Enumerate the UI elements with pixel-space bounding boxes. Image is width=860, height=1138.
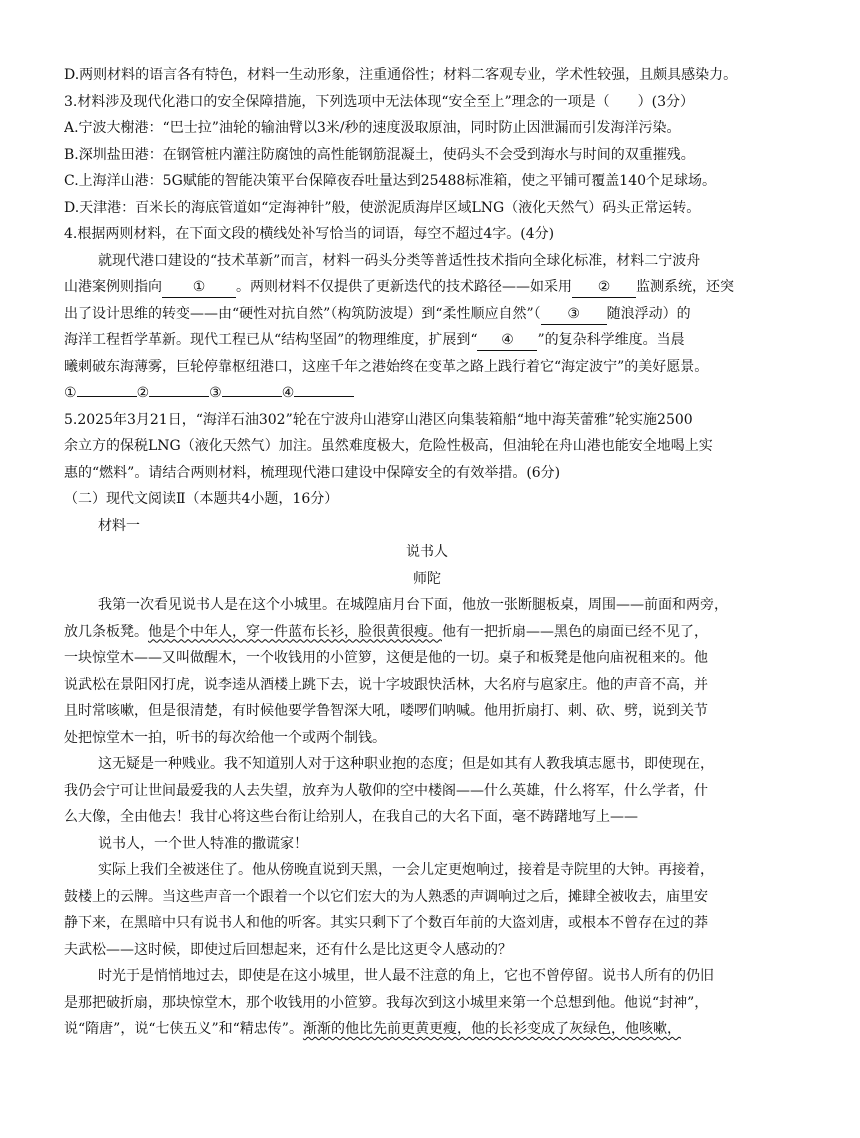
story-author: 师陀 [413, 570, 441, 587]
story-line: 么大像，全由他去！我甘心将这些台衔让给别人，在我自己的大名下面，毫不踌躇地写上—— [64, 809, 638, 825]
passage-text: 山港案例则指向 [64, 279, 162, 295]
passage-text: ”的复杂科学维度。当晨 [537, 332, 685, 348]
q5-line: 惠的“燃料”。请结合两则材料，梳理现代港口建设中保障安全的有效举措。(6分) [64, 464, 561, 481]
story-line: 实际上我们全被迷住了。他从傍晚直说到天黑，一会儿定更炮响过，接着是寺院里的大钟。再接着， [98, 862, 714, 878]
passage-text: 随浪浮动）的 [606, 305, 691, 322]
answer-label-2: ② [136, 385, 150, 401]
story-line: 鼓楼上的云牌。当这些声音一个跟着一个以它们宏大的为人熟悉的声调响过之后，摊肆全被收去，庙里安 [64, 888, 708, 905]
story-line: 一块惊堂木——又叫做醒木，一个收钱用的小笸箩，这便是他的一切。桌子和板凳是他向庙祝租来的。他 [64, 650, 708, 666]
fill-blank-3: ③ [541, 304, 607, 325]
story-line: 时光于是悄悄地过去，即使是在这小城里，世人最不注意的角上，它也不曾停留。说书人所有的仍旧 [98, 968, 714, 984]
story-line: 说书人，一个世人特准的撒谎家！ [98, 835, 308, 852]
story-line: 且时常咳嗽，但是很清楚，有时候他要学鲁智深大吼，喽啰们呐喊。他用折扇打、刺、砍、劈，说到关节 [64, 703, 708, 719]
story-line: 是那把破折扇，那块惊堂木，那个收钱用的小笸箩。我每次到这小城里来第一个总想到他。他说“封神”， [64, 994, 709, 1011]
story-text: 他有一把折扇——黑色的扇面已经不见了， [442, 623, 708, 640]
story-title: 说书人 [406, 544, 448, 560]
passage-text: 。两则材料不仅提供了更新迭代的技术路径——如采用 [236, 279, 572, 295]
story-line: 我仍会宁可让世间最爱我的人去失望，放弃为人敬仰的空中楼阁——什么英雄，什么将军，什么学者，什 [64, 782, 708, 799]
q4-stem: 4.根据两则材料，在下面文段的横线处补写恰当的词语，每空不超过4字。(4分) [64, 226, 555, 242]
q4-passage-line [64, 327, 820, 354]
passage-text: 出了设计思维的转变——由“硬性对抗自然”（构筑防波堤）到“柔性顺应自然”（ [64, 305, 541, 322]
fill-blank-4: ④ [477, 330, 537, 351]
q3-stem: 3.材料涉及现代化港口的安全保障措施，下列选项中无法体现“安全至上”理念的一项是（ ）(3分） [64, 93, 695, 110]
story-line: 这无疑是一种贱业。我不知道别人对于这种职业抱的态度；但是如其有人教我填志愿书，即使现在， [98, 756, 714, 772]
wavy-underlined-text: 渐渐的他比先前更黄更瘦，他的长衫变成了灰绿色，他咳嗽， [302, 1021, 681, 1037]
story-line: 夫武松——这时候，即使过后回想起来，还有什么是比这更令人感动的？ [64, 941, 512, 958]
passage-text: 海洋工程哲学革新。现代工程已从“结构坚固”的物理维度，扩展到“ [64, 332, 478, 348]
q5-line: 余立方的保税LNG（液化天然气）加注。虽然难度极大，危险性极高，但油轮在舟山港也能安全地喝上实 [64, 438, 713, 454]
fill-blank-2: ② [572, 277, 636, 298]
q4-passage-line [64, 274, 820, 301]
q4-passage-line [64, 301, 820, 328]
q3-option-b: B.深圳盐田港：在钢管桩内灌注防腐蚀的高性能钢筋混凝土，使码头不会受到海水与时间的双重摧残。 [64, 146, 695, 163]
answer-label-1: ① [64, 385, 77, 401]
answer-blank-3[interactable] [222, 396, 282, 397]
answer-label-4: ④ [281, 385, 295, 401]
answer-blank-4[interactable] [294, 396, 354, 397]
q4-passage-line: 就现代港口建设的“技术革新”而言，材料一码头分类等普适性技术指向全球化标准，材料二宁波舟 [98, 252, 701, 269]
story-line: 我第一次看见说书人是在这个小城里。在城隍庙月台下面，他放一张断腿板桌，周围——前面和两旁， [98, 597, 728, 613]
answer-blank-2[interactable] [149, 396, 209, 397]
answer-label-3: ③ [209, 385, 222, 401]
answer-blank-1[interactable] [77, 396, 137, 397]
section-heading: （二）现代文阅读Ⅱ（本题共4小题，16分） [64, 491, 339, 507]
material-label: 材料一 [98, 517, 140, 534]
wavy-underlined-text: 他是个中年人，穿一件蓝布长衫，脸很黄很瘦。 [148, 623, 442, 640]
story-line: 静下来，在黑暗中只有说书人和他的听客。其实只剩下了个数百年前的大盗刘唐，或根本不曾存在过的莽 [64, 915, 708, 931]
story-line [64, 619, 820, 646]
story-text: 说“隋唐”，说“七侠五义”和“精忠传”。 [64, 1021, 303, 1037]
q4-passage-line: 曦刺破东海薄雾，巨轮停靠枢纽港口，这座千年之港始终在变革之路上践行着它“海定波宁”的美好愿景。 [64, 358, 709, 375]
q4-answer-line [64, 380, 820, 407]
q2-option-d: D.两则材料的语言各有特色，材料一生动形象，注重通俗性；材料二客观专业，学术性较强，且颇具感染力。 [64, 67, 738, 83]
q3-option-a: A.宁波大榭港：“巴士拉”油轮的输油臂以3米/秒的速度汲取原油，同时防止因泄漏而引发海洋污染。 [64, 120, 681, 136]
passage-text: 监测系统，还突 [636, 279, 734, 295]
q3-option-c: C.上海洋山港：5G赋能的智能决策平台保障夜吞吐量达到25488标准箱，使之平铺可覆盖140个足球场。 [64, 173, 717, 189]
fill-blank-1: ① [162, 277, 236, 298]
story-text: 放几条板凳。 [64, 623, 148, 640]
story-line: 处把惊堂木一拍，听书的每次给他一个或两个制钱。 [64, 729, 386, 746]
story-line: 说武松在景阳冈打虎，说李逵从酒楼上跳下去，说十字坡跟快活林，大名府与扈家庄。他的声音不高，并 [64, 676, 708, 693]
q3-option-d: D.天津港：百米长的海底管道如“定海神针”般，使淤泥质海岸区域LNG（液化天然气）码头正常运转。 [64, 199, 701, 216]
q5-line: 5.2025年3月21日，“海洋石油302”轮在宁波舟山港穿山港区向集装箱船“地中海芙蕾雅”轮实施2500 [64, 411, 693, 428]
story-line [64, 1016, 820, 1043]
